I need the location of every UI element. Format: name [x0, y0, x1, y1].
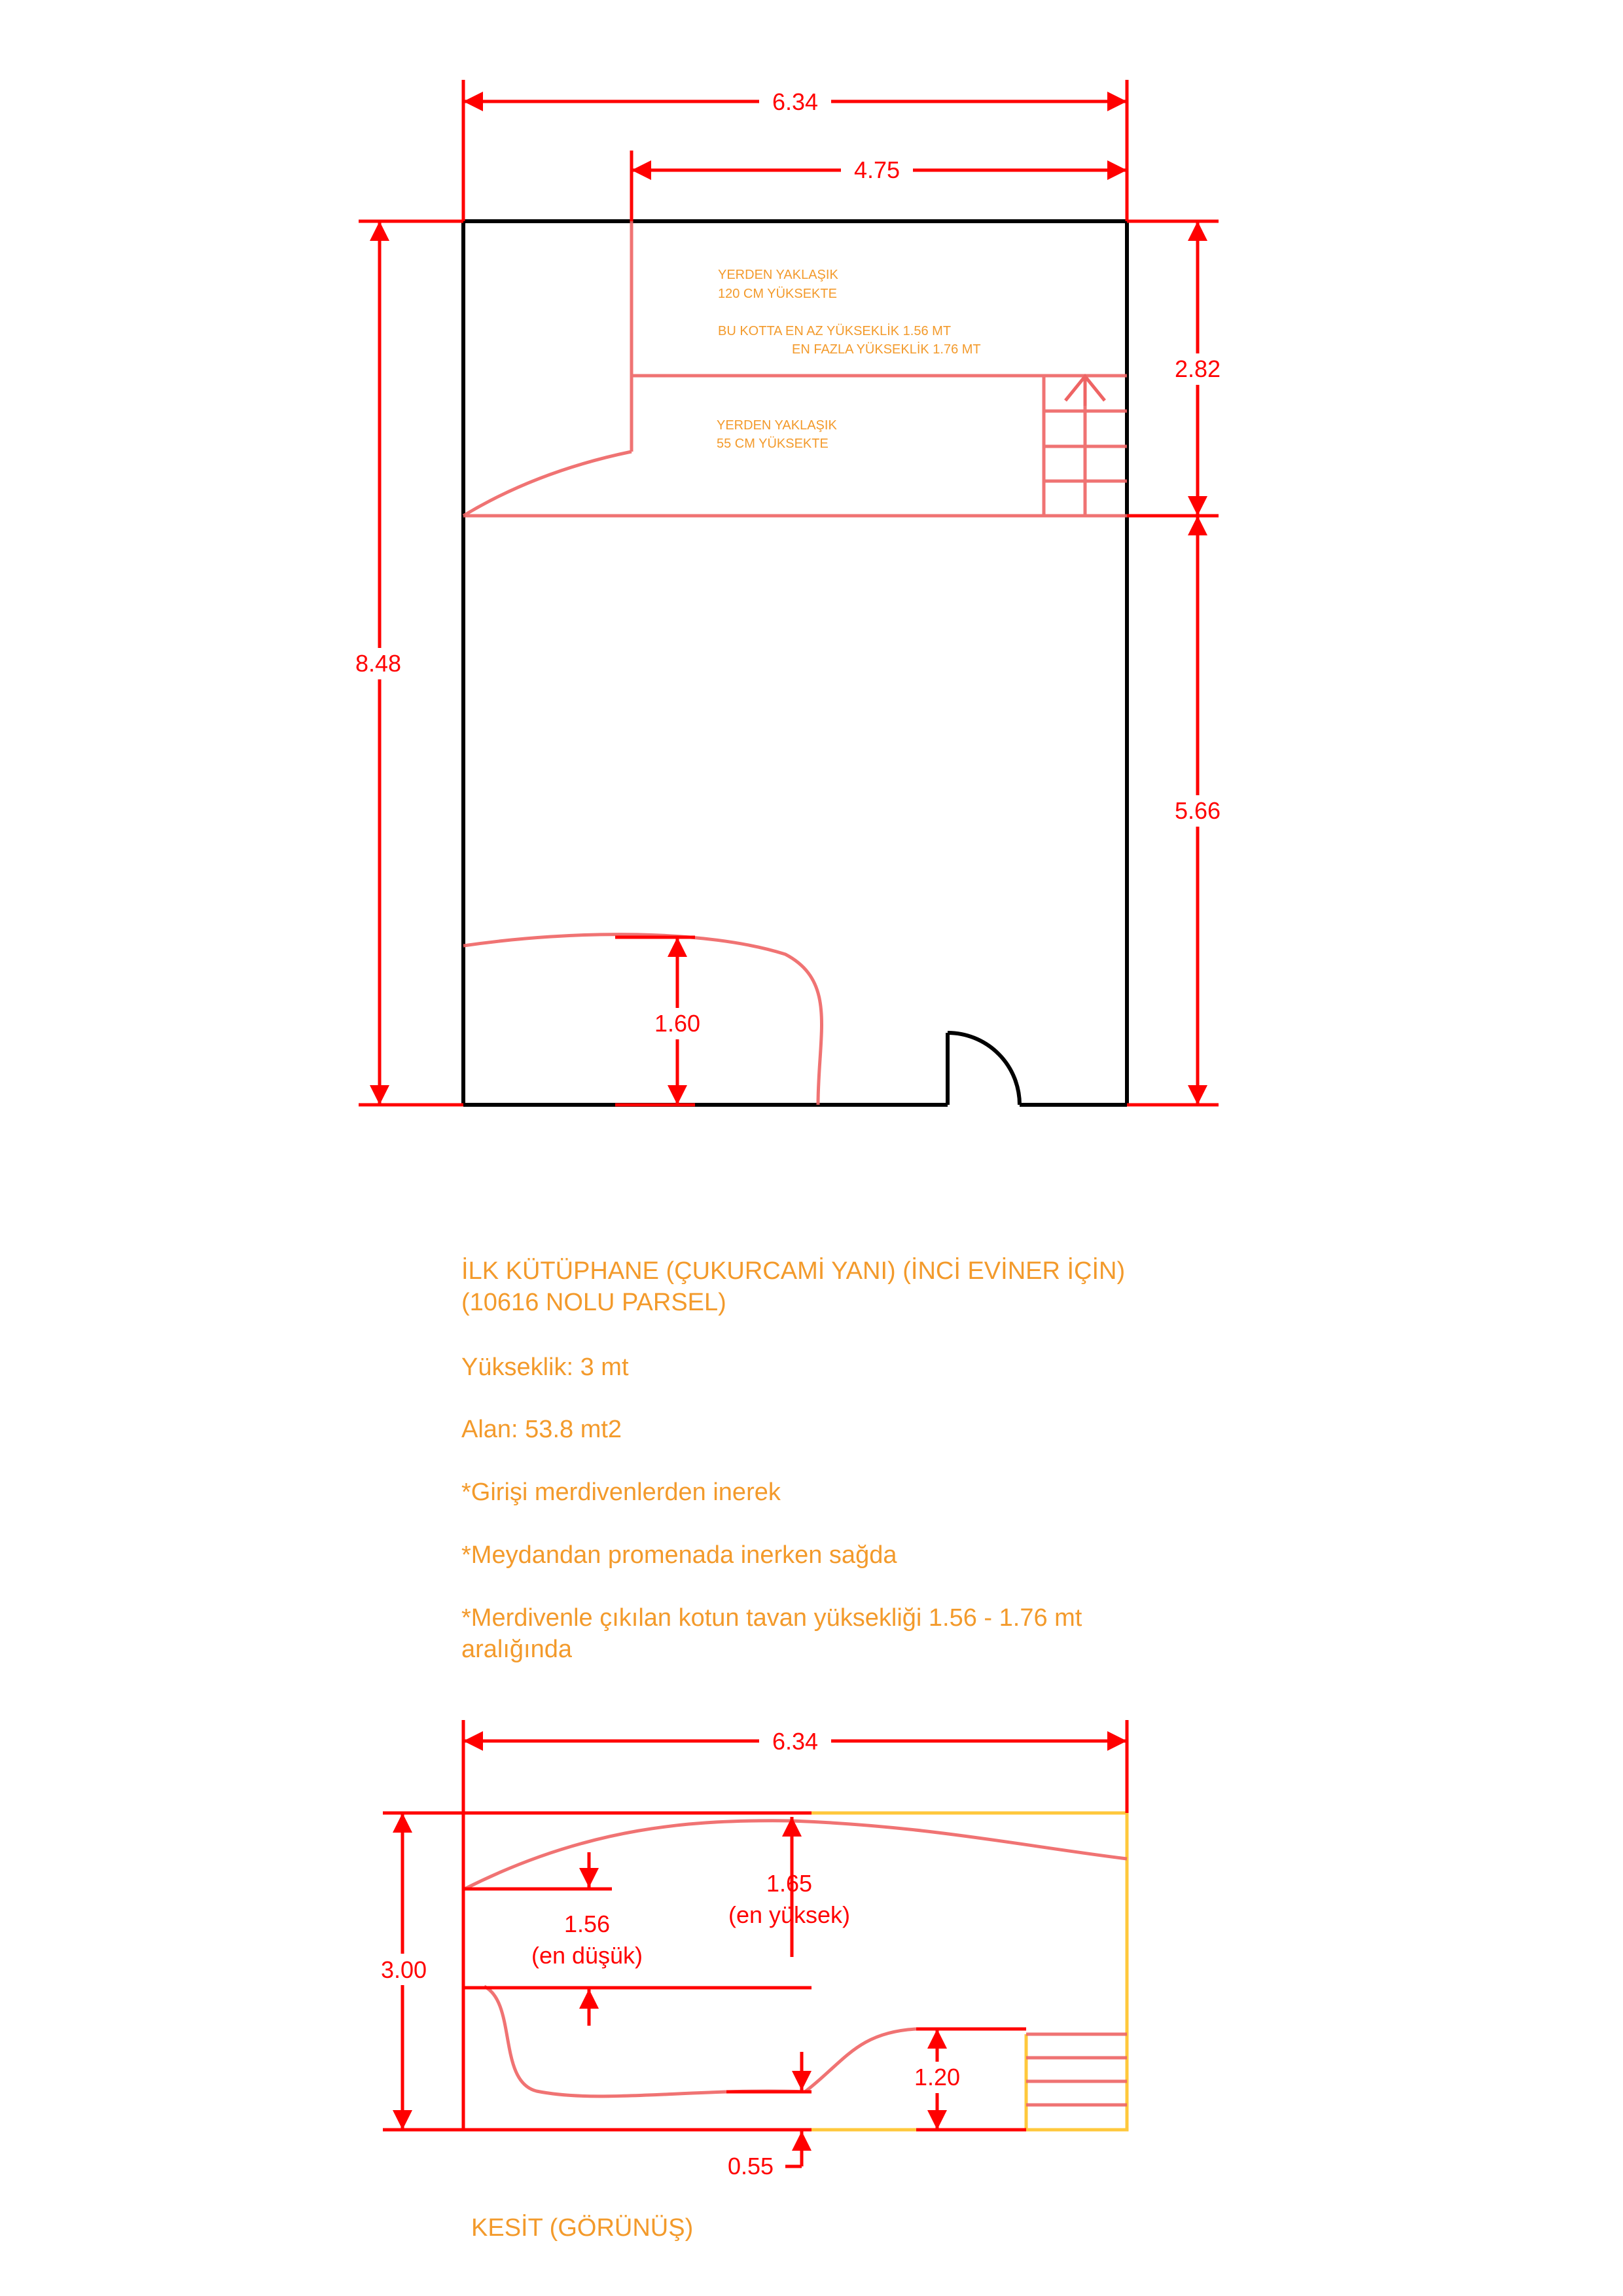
ceiling-max-note: EN FAZLA YÜKSEKLİK 1.76 MT: [792, 342, 981, 357]
plan-dimension-labels: [347, 86, 1230, 1039]
dim-height-upper: 2.82: [1174, 355, 1221, 382]
section-dimensions: [380, 1720, 1127, 2166]
section-view: [370, 1720, 1127, 2179]
dim-height-total: 8.48: [355, 650, 402, 677]
section-dim-floor-depth: 0.55: [727, 2153, 774, 2179]
plan-annotations: [717, 268, 981, 451]
dim-width-upper: 4.75: [853, 156, 901, 183]
door-swing: [948, 1033, 1020, 1105]
stair-arrow: [1065, 376, 1105, 406]
ceiling-min-note: BU KOTTA EN AZ YÜKSEKLİK 1.56 MT: [718, 324, 952, 338]
section-dim-width: 6.34: [772, 1728, 819, 1755]
section-dim-high-label: (en yüksek): [728, 1901, 851, 1928]
section-caption: KESİT (GÖRÜNÜŞ): [471, 2214, 694, 2242]
section-dim-high-value: 1.65: [766, 1870, 813, 1897]
section-dimension-labels: [370, 1726, 969, 2179]
ceiling-note-2: aralığında: [461, 1636, 573, 1663]
section-dim-low-label: (en düşük): [531, 1942, 643, 1969]
upper-height-note-1: YERDEN YAKLAŞIK: [718, 268, 838, 282]
upper-height-note-2: 120 CM YÜKSEKTE: [718, 287, 837, 301]
section-dim-low-value: 1.56: [563, 1910, 611, 1937]
parcel-number: (10616 NOLU PARSEL): [461, 1289, 726, 1316]
lower-height-note-2: 55 CM YÜKSEKTE: [717, 437, 829, 451]
entry-note: *Girişi merdivenlerden inerek: [461, 1479, 781, 1506]
dim-curve-depth: 1.60: [654, 1010, 701, 1037]
location-note: *Meydandan promenada inerken sağda: [461, 1541, 897, 1569]
section-dim-height: 3.00: [380, 1956, 427, 1983]
area-note: Alan: 53.8 mt2: [461, 1416, 622, 1443]
height-note: Yükseklik: 3 mt: [461, 1354, 629, 1381]
floor-plan: [347, 80, 1230, 1105]
section-dim-step-height: 1.20: [914, 2064, 961, 2090]
ceiling-note-1: *Merdivenle çıkılan kotun tavan yüksekliği 1.56 - 1.76 mt: [461, 1604, 1082, 1632]
project-title: İLK KÜTÜPHANE (ÇUKURCAMİ YANI) (İNCİ EVİNER İÇİN): [461, 1257, 1126, 1285]
dim-width-total: 6.34: [772, 88, 819, 115]
lower-height-note-1: YERDEN YAKLAŞIK: [717, 418, 837, 433]
dim-height-lower: 5.66: [1174, 797, 1221, 824]
plan-dimensions: [359, 80, 1219, 1105]
